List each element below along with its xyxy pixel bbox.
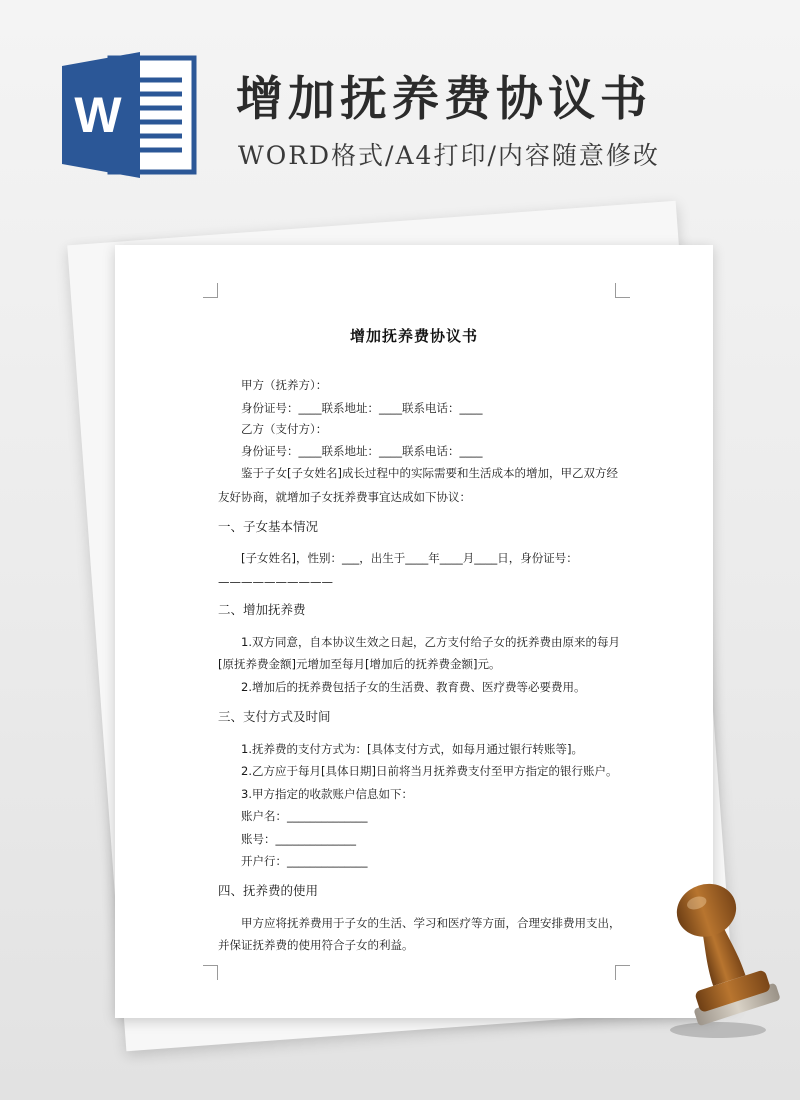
crop-mark-top-left — [203, 283, 218, 298]
party-a-info: 身份证号：____联系地址：____联系电话：____ — [241, 401, 483, 415]
account-number-line: 账号：______________ — [241, 832, 356, 846]
party-b-label: 乙方（支付方）： — [241, 422, 328, 436]
crop-mark-bottom-right — [615, 965, 630, 980]
section-4-line-1: 甲方应将抚养费用于子女的生活、学习和医疗等方面，合理安排费用支出， — [241, 916, 621, 930]
crop-mark-bottom-left — [203, 965, 218, 980]
crop-mark-top-right — [615, 283, 630, 298]
section-2-item-2: 2.增加后的抚养费包括子女的生活费、教育费、医疗费等必要费用。 — [241, 680, 586, 694]
child-id-blank: —————————— — [218, 575, 333, 589]
banner-subtitle: WORD格式/A4打印/内容随意修改 — [238, 141, 660, 170]
section-2-heading: 二、增加抚养费 — [218, 602, 306, 617]
section-4-line-2: 并保证抚养费的使用符合子女的利益。 — [218, 938, 414, 952]
section-3-item-2: 2.乙方应于每月[具体日期]日前将当月抚养费支付至甲方指定的银行账户。 — [241, 764, 618, 778]
account-name-line: 账户名：______________ — [241, 809, 368, 823]
word-logo-letter: W — [74, 87, 122, 143]
child-info-line: [子女姓名]，性别：___，出生于____年____月____日，身份证号： — [241, 551, 578, 565]
wooden-stamp-icon — [646, 870, 796, 1040]
document-title: 增加抚养费协议书 — [349, 327, 478, 345]
bank-line: 开户行：______________ — [241, 854, 368, 868]
document-page — [115, 245, 713, 1018]
section-3-heading: 三、支付方式及时间 — [218, 709, 331, 724]
preamble-line-2: 友好协商，就增加子女抚养费事宜达成如下协议： — [218, 490, 471, 504]
word-logo-icon — [62, 52, 198, 178]
section-1-heading: 一、子女基本情况 — [218, 519, 319, 534]
preamble-line-1: 鉴于子女[子女姓名]成长过程中的实际需要和生活成本的增加，甲乙双方经 — [241, 466, 618, 480]
banner-title: 增加抚养费协议书 — [236, 72, 652, 127]
section-2-item-1b: [原抚养费金额]元增加至每月[增加后的抚养费金额]元。 — [218, 657, 501, 671]
section-3-item-3: 3.甲方指定的收款账户信息如下： — [241, 787, 413, 801]
party-a-label: 甲方（抚养方）： — [241, 378, 328, 392]
section-3-item-1: 1.抚养费的支付方式为：[具体支付方式，如每月通过银行转账等]。 — [241, 742, 583, 756]
section-2-item-1a: 1.双方同意，自本协议生效之日起，乙方支付给子女的抚养费由原来的每月 — [241, 635, 620, 649]
section-4-heading: 四、抚养费的使用 — [218, 883, 319, 898]
party-b-info: 身份证号：____联系地址：____联系电话：____ — [241, 444, 483, 458]
